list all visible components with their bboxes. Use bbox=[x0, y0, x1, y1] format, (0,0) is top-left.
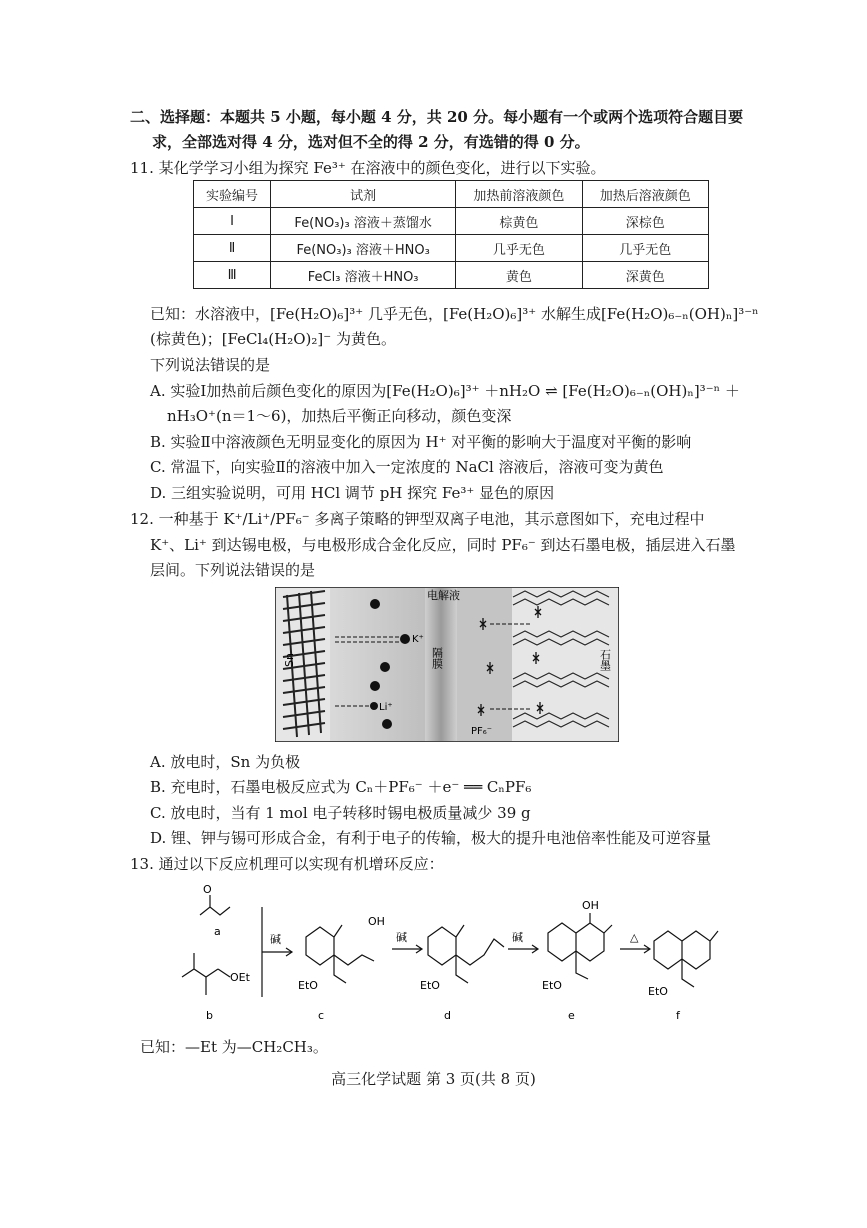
table-cell: Fe(NO₃)₃ 溶液＋蒸馏水 bbox=[271, 208, 456, 235]
q12-option-d: D. 锂、钾与锡可形成合金，有利于电子的传输，极大的提升电池倍率性能及可逆容量 bbox=[150, 829, 712, 847]
ion-dot bbox=[370, 599, 380, 609]
table-cell: 深棕色 bbox=[582, 208, 708, 235]
bracket bbox=[262, 907, 292, 997]
table-cell: 几乎无色 bbox=[582, 235, 708, 262]
table-cell: FeCl₃ 溶液＋HNO₃ bbox=[271, 262, 456, 289]
q11-known-1: 已知：水溶液中，[Fe(H₂O)₆]³⁺ 几乎无色，[Fe(H₂O)₆]³⁺ 水解生成[Fe(H₂O)₆₋ₙ(OH)ₙ]³⁻ⁿ bbox=[150, 305, 759, 323]
section-title-cont: 求，全部选对得 4 分，选对但不全的得 2 分，有选错的得 0 分。 bbox=[152, 133, 590, 151]
k-ion bbox=[400, 634, 410, 644]
table-cell: Ⅰ bbox=[194, 208, 271, 235]
li-label: Li⁺ bbox=[379, 702, 393, 713]
table-cell: Ⅱ bbox=[194, 235, 271, 262]
molecule-c bbox=[306, 925, 374, 983]
q13-stem: 13. 通过以下反应机理可以实现有机增环反应： bbox=[130, 855, 444, 873]
electrolyte-right bbox=[457, 588, 512, 741]
eto-label: EtO bbox=[542, 979, 562, 992]
label-e: e bbox=[568, 1009, 575, 1022]
reaction-scheme bbox=[170, 877, 730, 1027]
q12-stem-1: 12. 一种基于 K⁺/Li⁺/PF₆⁻ 多离子策略的钾型双离子电池，其示意图如下，充电过程中 bbox=[130, 510, 705, 528]
section-title: 二、选择题：本题共 5 小题，每小题 4 分，共 20 分。每小题有一个或两个选项符合题目要 bbox=[130, 108, 744, 126]
molecule-d bbox=[428, 925, 504, 983]
ion-dot bbox=[370, 681, 380, 691]
eto-label: EtO bbox=[420, 979, 440, 992]
base-label-1: 碱 bbox=[270, 933, 281, 946]
table-row bbox=[194, 262, 709, 289]
arrow-4 bbox=[620, 945, 650, 953]
label-a: a bbox=[214, 925, 221, 938]
base-label-3: 碱 bbox=[512, 931, 523, 944]
eto-label: EtO bbox=[298, 979, 318, 992]
q11-ask: 下列说法错误的是 bbox=[150, 356, 271, 374]
molecule-f bbox=[654, 931, 718, 987]
experiment-table bbox=[193, 180, 709, 289]
k-label: K⁺ bbox=[412, 634, 424, 645]
q11-option-c: C. 常温下，向实验Ⅱ的溶液中加入一定浓度的 NaCl 溶液后，溶液可变为黄色 bbox=[150, 458, 664, 476]
q12-stem-2: K⁺、Li⁺ 到达锡电极，与电极形成合金化反应，同时 PF₆⁻ 到达石墨电极，插层进入石墨 bbox=[150, 536, 736, 554]
graphite-label: 石墨 bbox=[598, 649, 612, 671]
oxygen-label: O bbox=[203, 883, 212, 896]
table-header: 加热前溶液颜色 bbox=[456, 181, 582, 208]
table-header: 实验编号 bbox=[194, 181, 271, 208]
sn-label: Sn bbox=[283, 653, 296, 667]
oet-label: OEt bbox=[230, 971, 250, 984]
table-cell: 深黄色 bbox=[582, 262, 708, 289]
q12-option-a: A. 放电时，Sn 为负极 bbox=[150, 753, 301, 771]
heat-label: △ bbox=[630, 931, 639, 944]
base-label-2: 碱 bbox=[396, 931, 407, 944]
molecule-e bbox=[548, 913, 612, 979]
q11-stem: 11. 某化学学习小组为探究 Fe³⁺ 在溶液中的颜色变化，进行以下实验。 bbox=[130, 159, 606, 177]
electrolyte-label: 电解液 bbox=[427, 589, 460, 602]
arrow-2 bbox=[392, 945, 422, 953]
table-row bbox=[194, 208, 709, 235]
label-b: b bbox=[206, 1009, 213, 1022]
label-f: f bbox=[676, 1009, 680, 1022]
battery-diagram bbox=[275, 587, 619, 742]
page-footer: 高三化学试题 第 3 页(共 8 页) bbox=[331, 1070, 536, 1088]
ion-dot bbox=[380, 662, 390, 672]
table-cell: Fe(NO₃)₃ 溶液＋HNO₃ bbox=[271, 235, 456, 262]
q11-option-a: A. 实验Ⅰ加热前后颜色变化的原因为[Fe(H₂O)₆]³⁺ ＋nH₂O ⇌ [Fe(H₂O)₆₋ₙ(OH)ₙ]³⁻ⁿ ＋ bbox=[150, 382, 740, 400]
table-header: 加热后溶液颜色 bbox=[582, 181, 708, 208]
label-c: c bbox=[318, 1009, 325, 1022]
label-d: d bbox=[444, 1009, 451, 1022]
q11-option-a-cont: nH₃O⁺(n＝1～6)，加热后平衡正向移动，颜色变深 bbox=[167, 407, 512, 425]
q11-option-b: B. 实验Ⅱ中溶液颜色无明显变化的原因为 H⁺ 对平衡的影响大于温度对平衡的影响 bbox=[150, 433, 692, 451]
molecule-a bbox=[200, 895, 230, 915]
table-header: 试剂 bbox=[271, 181, 456, 208]
eto-label: EtO bbox=[648, 985, 668, 998]
table-cell: 棕黄色 bbox=[456, 208, 582, 235]
table-cell: Ⅲ bbox=[194, 262, 271, 289]
table-row bbox=[194, 235, 709, 262]
table-cell: 黄色 bbox=[456, 262, 582, 289]
q12-option-c: C. 放电时，当有 1 mol 电子转移时锡电极质量减少 39 g bbox=[150, 804, 531, 822]
table-header-row bbox=[194, 181, 709, 208]
molecule-b bbox=[182, 953, 230, 995]
table-cell: 几乎无色 bbox=[456, 235, 582, 262]
pf6-label: PF₆⁻ bbox=[471, 726, 493, 737]
oh-label: OH bbox=[582, 899, 599, 912]
li-ion bbox=[370, 702, 378, 710]
separator-label: 隔膜 bbox=[430, 647, 444, 669]
q12-stem-3: 层间。下列说法错误的是 bbox=[150, 561, 316, 579]
arrow-3 bbox=[508, 945, 538, 953]
q13-known: 已知：—Et 为—CH₂CH₃。 bbox=[140, 1038, 328, 1056]
q11-option-d: D. 三组实验说明，可用 HCl 调节 pH 探究 Fe³⁺ 显色的原因 bbox=[150, 484, 555, 502]
ion-dot bbox=[382, 719, 392, 729]
oh-label: OH bbox=[368, 915, 385, 928]
q11-known-2: (棕黄色)；[FeCl₄(H₂O)₂]⁻ 为黄色。 bbox=[150, 330, 396, 348]
q12-option-b: B. 充电时，石墨电极反应式为 Cₙ＋PF₆⁻ ＋e⁻ ══ CₙPF₆ bbox=[150, 778, 532, 796]
